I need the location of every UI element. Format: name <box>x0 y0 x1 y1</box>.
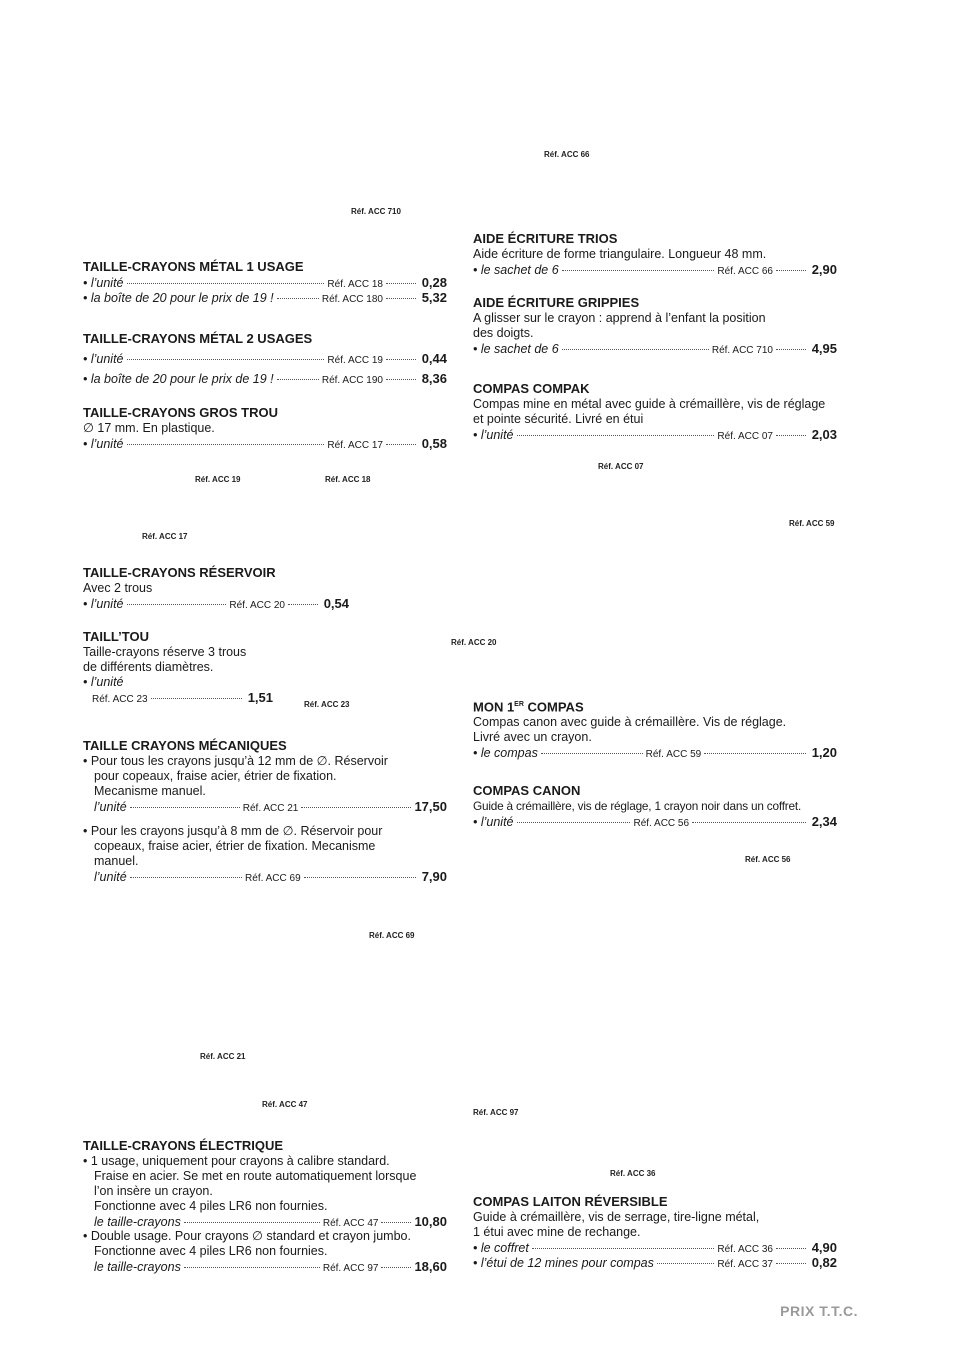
price-line-label: le taille-crayons <box>94 1215 181 1229</box>
leader-dots <box>184 1222 320 1223</box>
image-ref-label: Réf. ACC 97 <box>473 1108 519 1117</box>
product-mon-1er-compas <box>473 697 837 760</box>
price-line <box>473 814 837 829</box>
price-value: 1,20 <box>811 745 838 761</box>
leader-dots <box>562 349 709 350</box>
price-value: 1,51 <box>247 690 273 705</box>
product-description: copeaux, fraise acier, étrier de fixation. Mecanisme <box>94 839 376 853</box>
price-line <box>473 427 837 442</box>
product-title: AIDE ÉCRITURE TRIOS <box>473 231 618 246</box>
price-line-label: • l’unité <box>83 276 124 290</box>
price-line <box>83 436 447 451</box>
price-value: 2,34 <box>811 814 838 829</box>
leader-dots <box>127 283 325 284</box>
price-line-ref: Réf. ACC 190 <box>321 375 383 386</box>
product-grippies <box>473 295 837 356</box>
product-description: • 1 usage, uniquement pour crayons à calibre standard. <box>83 1154 390 1168</box>
price-line-label: • la boîte de 20 pour le prix de 19 ! <box>83 291 274 305</box>
product-reservoir <box>83 565 349 611</box>
leader-dots <box>386 298 416 299</box>
product-electrique <box>83 1138 447 1274</box>
price-line-label: le taille-crayons <box>94 1260 181 1274</box>
product-gros-trou <box>83 405 447 451</box>
title-text: COMPAS <box>523 699 584 715</box>
product-description: Livré avec un crayon. <box>473 730 592 745</box>
product-title: TAILLE-CRAYONS MÉTAL 1 USAGE <box>83 259 304 274</box>
leader-dots <box>386 444 416 445</box>
leader-dots <box>776 1263 806 1264</box>
price-note-footer: PRIX T.T.C. <box>780 1303 858 1319</box>
price-line <box>83 371 447 386</box>
product-trios <box>473 231 837 277</box>
price-line-ref: Réf. ACC 07 <box>717 431 773 442</box>
product-title: TAILLE-CRAYONS MÉTAL 2 USAGES <box>83 331 313 346</box>
price-line-label: • l’étui de 12 mines pour compas <box>473 1256 654 1270</box>
price-value: 4,95 <box>811 341 837 356</box>
image-ref-label: Réf. ACC 07 <box>598 462 644 471</box>
product-description: Guide à crémaillère, vis de serrage, tire-ligne métal, <box>473 1210 760 1224</box>
leader-dots <box>386 283 416 284</box>
product-title: AIDE ÉCRITURE GRIPPIES <box>473 295 640 310</box>
leader-dots <box>517 435 715 436</box>
title-superscript: ER <box>514 701 524 708</box>
price-line <box>83 351 447 366</box>
price-line <box>83 869 447 884</box>
leader-dots <box>386 359 416 360</box>
product-description: ∅ 17 mm. En plastique. <box>83 421 215 435</box>
leader-dots <box>532 1248 715 1249</box>
product-description: Mecanisme manuel. <box>94 784 206 798</box>
price-line-ref: Réf. ACC 36 <box>717 1244 773 1255</box>
leader-dots <box>381 1222 411 1223</box>
price-value: 0,82 <box>811 1255 837 1270</box>
leader-dots <box>277 298 319 299</box>
price-value: 0,54 <box>323 596 349 611</box>
leader-dots <box>541 753 643 754</box>
product-description: Avec 2 trous <box>83 581 153 595</box>
price-line-label: • le sachet de 6 <box>473 263 559 277</box>
image-ref-label: Réf. ACC 47 <box>262 1100 308 1109</box>
price-line-ref: Réf. ACC 66 <box>717 266 773 277</box>
product-description: • Pour les crayons jusqu’à 8 mm de ∅. Réservoir pour <box>83 824 383 838</box>
price-line <box>83 690 273 705</box>
leader-dots <box>776 270 806 271</box>
price-line-ref: Réf. ACC 20 <box>229 600 285 611</box>
price-line-label-row <box>83 675 273 690</box>
price-line <box>473 745 837 760</box>
image-ref-label: Réf. ACC 19 <box>195 475 241 484</box>
product-description: Taille-crayons réserve 3 trous <box>83 645 247 659</box>
product-description: A glisser sur le crayon : apprend à l’enfant la position <box>473 311 766 325</box>
product-description: Fonctionne avec 4 piles LR6 non fournies. <box>94 1244 328 1258</box>
price-value: 0,28 <box>421 275 447 290</box>
leader-dots <box>657 1263 715 1264</box>
leader-dots <box>288 604 318 605</box>
price-line-label: • le coffret <box>473 1241 529 1255</box>
price-line-ref: Réf. ACC 37 <box>717 1259 773 1270</box>
price-line-ref: Réf. ACC 17 <box>327 440 383 451</box>
price-line-label: • l’unité <box>83 597 124 611</box>
product-title: TAILLE-CRAYONS RÉSERVOIR <box>83 565 276 580</box>
leader-dots <box>304 877 416 878</box>
price-line-ref: Réf. ACC 21 <box>242 803 299 814</box>
price-value: 18,60 <box>414 1259 447 1274</box>
price-line-ref: Réf. ACC 59 <box>645 749 702 761</box>
price-line-label: • l’unité <box>83 352 124 366</box>
leader-dots <box>127 604 227 605</box>
product-compas-canon <box>473 783 837 829</box>
image-ref-label: Réf. ACC 23 <box>304 700 350 709</box>
leader-dots <box>704 753 806 754</box>
leader-dots <box>692 822 806 823</box>
price-line-ref: Réf. ACC 18 <box>327 279 383 290</box>
leader-dots <box>776 349 806 350</box>
product-compas-laiton <box>473 1194 837 1270</box>
product-description: de différents diamètres. <box>83 660 214 674</box>
product-metal-1-usage <box>83 259 447 305</box>
leader-dots <box>517 822 631 823</box>
product-title: COMPAS CANON <box>473 783 581 798</box>
leader-dots <box>127 444 325 445</box>
price-line <box>83 1214 447 1229</box>
price-line-ref: Réf. ACC 19 <box>327 355 383 366</box>
image-ref-label: Réf. ACC 710 <box>351 207 401 216</box>
price-line-ref: Réf. ACC 180 <box>321 294 383 305</box>
price-value: 0,58 <box>421 436 447 451</box>
price-line-ref: Réf. ACC 69 <box>245 873 301 884</box>
product-description: l’on insère un crayon. <box>94 1184 213 1198</box>
price-line <box>83 799 447 814</box>
price-line <box>83 596 349 611</box>
price-value: 2,90 <box>811 262 837 277</box>
product-title: COMPAS COMPAK <box>473 381 590 396</box>
product-title: TAILLE CRAYONS MÉCANIQUES <box>83 738 287 753</box>
price-value: 2,03 <box>811 427 837 442</box>
product-title: TAILLE-CRAYONS ÉLECTRIQUE <box>83 1138 284 1153</box>
image-ref-label: Réf. ACC 18 <box>325 475 371 484</box>
price-value: 10,80 <box>414 1214 447 1229</box>
leader-dots <box>301 807 411 808</box>
price-line-label: • l’unité <box>83 437 124 451</box>
product-description: Compas mine en métal avec guide à crémaillère, vis de réglage <box>473 397 826 411</box>
price-value: 7,90 <box>421 869 448 884</box>
image-ref-label: Réf. ACC 20 <box>451 638 497 647</box>
price-line-label: • l’unité <box>473 428 514 442</box>
price-line-label: • la boîte de 20 pour le prix de 19 ! <box>83 372 274 386</box>
leader-dots <box>562 270 715 271</box>
price-line <box>473 1240 837 1255</box>
price-line-label: • l’unité <box>473 815 514 829</box>
price-line-label: • le sachet de 6 <box>473 342 559 356</box>
product-description: • Double usage. Pour crayons ∅ standard et crayon jumbo. <box>83 1229 411 1243</box>
leader-dots <box>776 435 806 436</box>
leader-dots <box>151 698 242 699</box>
image-ref-label: Réf. ACC 21 <box>200 1052 246 1061</box>
product-description: des doigts. <box>473 326 534 340</box>
price-line-ref: Réf. ACC 97 <box>322 1263 379 1274</box>
price-line-label: • l’unité <box>83 675 124 689</box>
price-line <box>473 1255 837 1270</box>
product-title: TAILLE-CRAYONS GROS TROU <box>83 405 279 420</box>
price-line-label: l’unité <box>94 800 127 814</box>
leader-dots <box>130 807 240 808</box>
product-description: Aide écriture de forme triangulaire. Longueur 48 mm. <box>473 247 767 261</box>
product-description: Fraise en acier. Se met en route automatiquement lorsque <box>94 1169 417 1183</box>
price-line <box>473 262 837 277</box>
price-value: 17,50 <box>414 799 447 814</box>
price-line <box>473 341 837 356</box>
leader-dots <box>127 359 325 360</box>
price-line-ref: Réf. ACC 56 <box>633 818 690 829</box>
price-line-label: l’unité <box>94 870 127 884</box>
leader-dots <box>277 379 319 380</box>
price-line-label: • le compas <box>473 746 538 761</box>
product-title: TAILL’TOU <box>83 629 149 644</box>
image-ref-label: Réf. ACC 56 <box>745 855 791 864</box>
price-value: 0,44 <box>421 351 447 366</box>
image-ref-label: Réf. ACC 59 <box>789 519 835 528</box>
product-title <box>473 697 837 715</box>
price-line-ref: Réf. ACC 47 <box>322 1218 379 1229</box>
leader-dots <box>386 379 416 380</box>
product-description: Guide à crémaillère, vis de réglage, 1 crayon noir dans un coffret. <box>473 799 802 813</box>
product-description: Fonctionne avec 4 piles LR6 non fournies. <box>94 1199 328 1213</box>
product-description: Compas canon avec guide à crémaillère. Vis de réglage. <box>473 715 787 730</box>
product-tailltou <box>83 629 273 705</box>
leader-dots <box>776 1248 806 1249</box>
image-ref-label: Réf. ACC 17 <box>142 532 188 541</box>
image-ref-label: Réf. ACC 69 <box>369 931 415 940</box>
price-line-ref: Réf. ACC 23 <box>92 694 148 705</box>
product-compak <box>473 381 863 442</box>
image-ref-label: Réf. ACC 66 <box>544 150 590 159</box>
product-description: et pointe sécurité. Livré en étui <box>473 412 644 426</box>
image-ref-label: Réf. ACC 36 <box>610 1169 656 1178</box>
price-value: 5,32 <box>421 290 447 305</box>
product-mecaniques <box>83 738 447 884</box>
product-metal-2-usages <box>83 331 447 386</box>
price-line <box>83 275 447 290</box>
product-description: pour copeaux, fraise acier, étrier de fixation. <box>94 769 337 783</box>
product-description: 1 étui avec mine de rechange. <box>473 1225 641 1239</box>
product-description: • Pour tous les crayons jusqu’à 12 mm de ∅. Réservoir <box>83 754 388 768</box>
leader-dots <box>381 1267 411 1268</box>
leader-dots <box>184 1267 320 1268</box>
price-line-ref: Réf. ACC 710 <box>711 345 773 356</box>
product-title: COMPAS LAITON RÉVERSIBLE <box>473 1194 668 1209</box>
price-value: 8,36 <box>421 371 447 386</box>
price-line <box>83 1259 447 1274</box>
title-text: MON 1 <box>473 699 515 715</box>
product-description: manuel. <box>94 854 139 868</box>
price-value: 4,90 <box>811 1240 837 1255</box>
price-line <box>83 290 447 305</box>
leader-dots <box>130 877 242 878</box>
